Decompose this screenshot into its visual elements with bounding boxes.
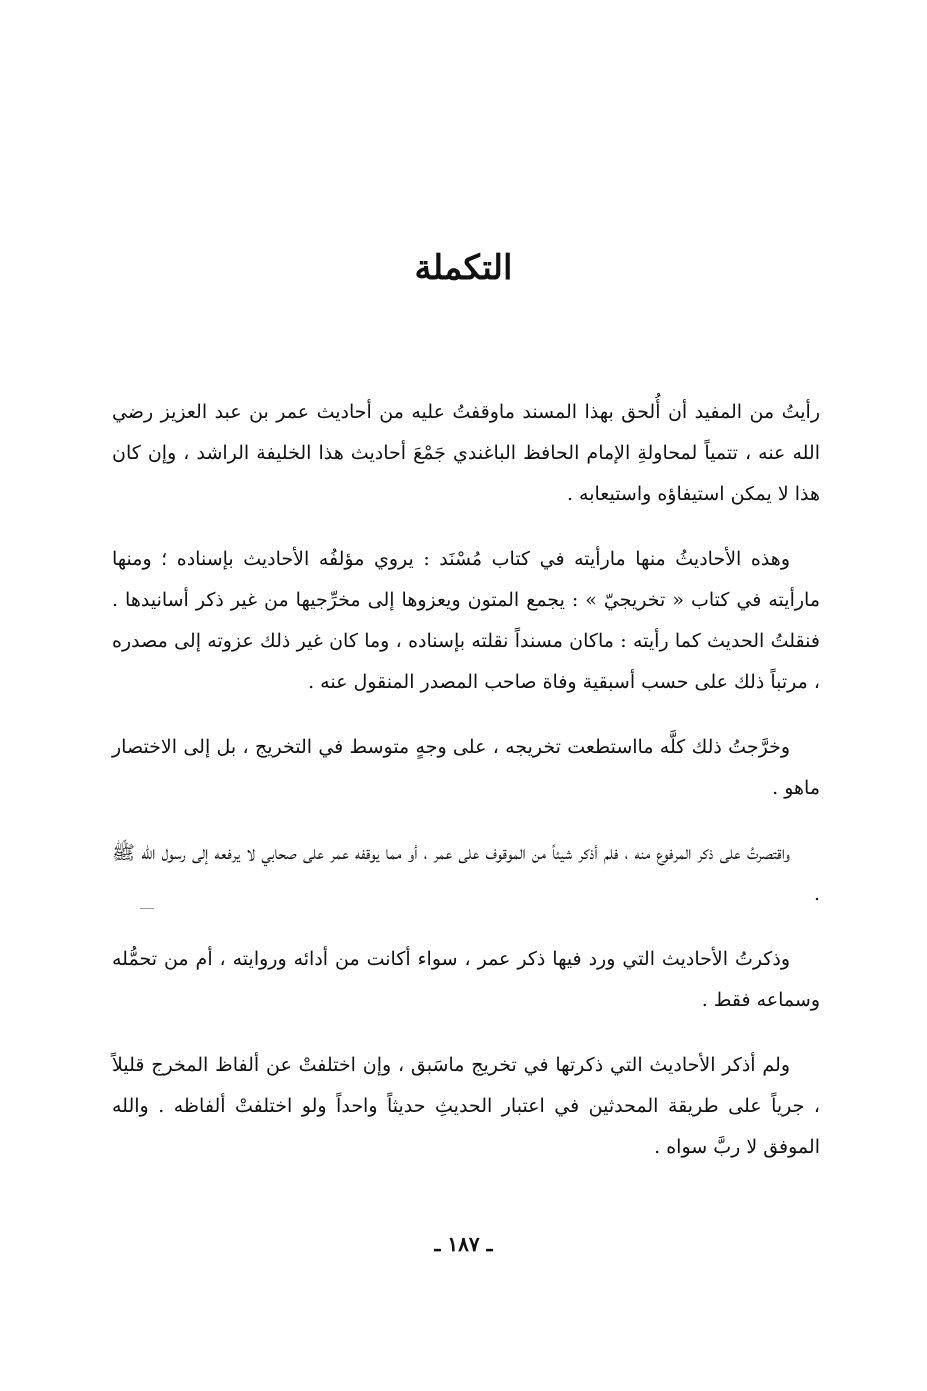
paragraph-takhrij: وخرَّجتُ ذلك كلَّه مااستطعت تخريجه ، على وجهٍ متوسط في التخريج ، بل إلى الاختصار ماهو .: [112, 736, 820, 799]
paragraph-mention: وذكرتُ الأحاديث التي ورد فيها ذكر عمر ، سواء أكانت من أدائه وروايته ، أم من تحمُّله وسماعه فقط .: [112, 948, 820, 1011]
paragraph-intro: رأيتُ من المفيد أن أُلحق بهذا المسند ماوقفتُ عليه من أحاديث عمر بن عبد العزيز رضي الله عنه ، تتمياً لمحاولةِ الإمام الحافظ الباغندي جَمْعَ أحاديث هذا الخليفة الراشد ، وإن كان هذا لا يمكن استيفاؤه واستيعابه .: [112, 401, 820, 505]
paragraph-sources: وهذه الأحاديثُ منها مارأيته في كتاب مُسْنَد : يروي مؤلفُه الأحاديث بإسناده ؛ ومنها مارأيته في كتاب « تخريجيّ » : يجمع المتون ويعزوها إلى مخرِّجيها من غير ذكر أسانيدها . فنقلتُ الحديث كما رأيته : ماكان مسنداً نقلته بإسناده ، وما كان غير ذلك عزوته إلى مصدره ، مرتباً ذلك على حسب أسبقية وفاة صاحب المصدر المنقول عنه .: [112, 548, 820, 693]
paragraph-closing: ولم أذكر الأحاديث التي ذكرتها في تخريج ماسَبق ، وإن اختلفتْ عن ألفاظ المخرج قليلاً ، جرياً على طريقة المحدثين في اعتبار الحديثِ حديثاً واحداً ولو اختلفتْ ألفاظه . والله الموفق لا ربَّ سواه .: [112, 1054, 820, 1158]
page-title: التكملة: [414, 248, 513, 288]
body-text: [112, 392, 820, 1192]
scan-mark: [140, 908, 154, 909]
page-number: ـ ١٨٧ ـ: [434, 1232, 493, 1256]
paragraph-marfu: واقتصرتُ على ذكر المرفوع منه ، فلم أذكر شيئاً من الموقوف على عمر ، أو مما يوقفه عمر على صحابي لا يرفعه إلى رسول الله ﷺ .: [112, 842, 820, 905]
